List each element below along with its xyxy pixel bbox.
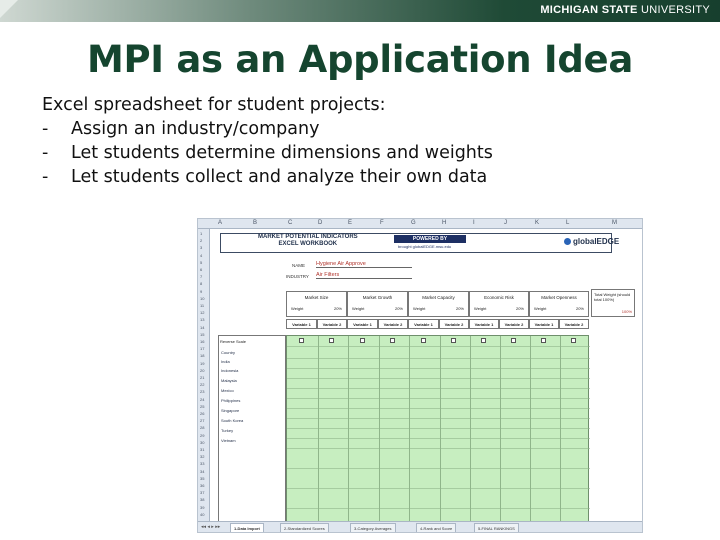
country-name: Malaysia [221, 378, 237, 383]
weight-label: Weight [291, 306, 304, 311]
row-number: 15 [200, 331, 205, 337]
grid-line [287, 448, 590, 449]
corner-decoration [0, 0, 18, 18]
grid-line [287, 378, 590, 379]
row-number: 19 [200, 360, 205, 366]
grid-line [318, 336, 319, 523]
bullet-text: Assign an industry/company [71, 119, 320, 139]
row-number: 21 [200, 375, 205, 380]
reverse-scale-checkbox[interactable] [541, 338, 546, 343]
top-banner [0, 0, 720, 22]
grid-line [287, 488, 590, 489]
row-number: 4 [200, 252, 203, 258]
row-number: 8 [200, 281, 203, 287]
grid-line [530, 336, 531, 523]
reverse-scale-checkbox[interactable] [360, 338, 365, 343]
row-number: 40 [200, 511, 205, 517]
sheet-tab-bar [198, 521, 643, 533]
total-weight-value: 100% [621, 309, 632, 314]
globe-icon [564, 238, 571, 245]
weight-value: 20% [333, 306, 342, 311]
weight-value: 20% [515, 306, 524, 311]
sheet-tab[interactable]: 4-Rank and Score [416, 523, 456, 533]
row-number: 10 [200, 295, 205, 301]
bullet-marker: - [42, 143, 49, 163]
reverse-scale-checkbox[interactable] [571, 338, 576, 343]
country-name: Philippines [221, 398, 241, 403]
country-name: Turkey [221, 428, 234, 433]
row-number: 31 [200, 447, 205, 452]
grid-line [287, 368, 590, 369]
row-header-column [198, 229, 210, 521]
row-number: 20 [200, 367, 205, 373]
sheet-tab[interactable]: 2-Standardized Scores [280, 523, 329, 533]
reverse-scale-checkbox[interactable] [421, 338, 426, 343]
row-number: 24 [200, 396, 205, 402]
grid-line [287, 508, 590, 509]
workbook-title [258, 234, 358, 248]
grid-line [379, 336, 380, 523]
variable-header: Variable 2 [378, 319, 408, 329]
row-number: 23 [200, 389, 205, 395]
column-letter: M [612, 220, 617, 226]
column-letter: L [566, 220, 570, 226]
column-letter: J [504, 220, 507, 226]
row-number: 1 [200, 231, 203, 236]
row-number: 26 [200, 411, 205, 416]
grid-line [500, 336, 501, 523]
row-number: 27 [200, 418, 205, 424]
row-number: 28 [200, 425, 205, 431]
sheet-tab[interactable]: 5-FINAL RANKINGS [474, 523, 519, 533]
row-number: 34 [200, 468, 205, 474]
row-number: 9 [200, 288, 203, 294]
variable-header: Variable 1 [286, 319, 317, 329]
dimension-cell [286, 291, 347, 317]
row-number: 13 [200, 317, 205, 323]
grid-line [287, 408, 590, 409]
row-number: 22 [200, 382, 205, 388]
grid-line [287, 398, 590, 399]
reverse-scale-checkbox[interactable] [299, 338, 304, 343]
sheet-nav-arrows-icon[interactable]: ◂◂ ◂ ▸ ▸▸ [201, 524, 221, 530]
row-number: 29 [200, 432, 205, 438]
grid-line [287, 388, 590, 389]
dimension-cell [529, 291, 589, 317]
total-weight-box [591, 289, 635, 317]
logo-text: globalEDGE [573, 237, 620, 246]
dimension-name: Market Size [304, 295, 329, 300]
row-number: 37 [200, 490, 205, 496]
country-name: South Korea [221, 418, 244, 423]
column-letter: K [535, 220, 540, 226]
industry-value: Air Filters [316, 272, 412, 279]
country-header: Country [221, 350, 236, 355]
country-name: Indonesia [221, 368, 239, 373]
row-number: 16 [200, 339, 205, 344]
column-letter: G [411, 220, 416, 226]
column-letter: B [253, 220, 258, 226]
dimension-name: Market Capacity [422, 295, 455, 300]
dimension-name: Market Growth [362, 295, 393, 300]
weight-label: Weight [474, 306, 487, 311]
variable-header: Variable 2 [559, 319, 589, 329]
grid-line [287, 428, 590, 429]
row-number: 3 [200, 245, 203, 251]
powered-by-badge: POWERED BY [394, 235, 466, 243]
data-entry-area [286, 335, 589, 522]
country-list [218, 335, 286, 522]
grid-line [470, 336, 471, 523]
row-number: 30 [200, 439, 205, 445]
column-letter: F [380, 220, 384, 226]
slide-body [42, 93, 702, 189]
grid-line [348, 336, 349, 523]
globaledge-logo [564, 237, 619, 246]
reverse-scale-label: Reverse Scale [220, 339, 247, 344]
workbook-title-line2: EXCEL WORKBOOK [278, 241, 338, 247]
weight-label: Weight [413, 306, 426, 311]
dimension-cell [347, 291, 408, 317]
reverse-scale-checkbox[interactable] [451, 338, 456, 343]
weight-value: 20% [455, 306, 464, 311]
bullet-item [42, 165, 702, 189]
variable-header: Variable 2 [499, 319, 529, 329]
reverse-scale-checkbox[interactable] [511, 338, 516, 343]
grid-line [440, 336, 441, 523]
country-name: Singapore [221, 408, 240, 413]
column-letter: C [288, 220, 293, 226]
grid-line [409, 336, 410, 523]
row-number: 36 [200, 483, 205, 488]
spreadsheet-screenshot [197, 218, 643, 533]
country-name: Vietnam [221, 438, 236, 443]
weight-value: 20% [575, 306, 584, 311]
bullet-text: Let students collect and analyze their own data [71, 167, 488, 187]
variable-header: Variable 1 [469, 319, 499, 329]
intro-line: Excel spreadsheet for student projects: [42, 95, 386, 115]
powered-by-url: brought globalEDGE.msu.edu [398, 244, 452, 249]
bullet-marker: - [42, 119, 49, 139]
column-header-row [198, 219, 643, 229]
row-number: 5 [200, 259, 203, 265]
reverse-scale-checkbox[interactable] [390, 338, 395, 343]
grid-line [287, 438, 590, 439]
total-weight-label: Total Weight (should total 100%) [594, 292, 631, 302]
column-letter: H [442, 220, 447, 226]
bullet-marker: - [42, 167, 49, 187]
name-label: NAME [292, 263, 306, 268]
dimension-name: Market Openness [541, 295, 577, 300]
row-number: 11 [200, 303, 205, 308]
university-name-bold: MICHIGAN STATE [540, 4, 638, 16]
row-number: 6 [200, 267, 203, 272]
grid-line [287, 418, 590, 419]
column-letter: E [348, 220, 353, 226]
dimension-cell [469, 291, 529, 317]
column-letter: A [218, 220, 223, 226]
weight-value: 20% [394, 306, 403, 311]
dimension-row [286, 291, 589, 317]
column-letter: D [318, 220, 323, 226]
grid-line [560, 336, 561, 523]
row-number: 32 [200, 454, 205, 460]
variable-header: Variable 2 [317, 319, 347, 329]
row-number: 17 [200, 346, 205, 352]
industry-label: INDUSTRY [286, 274, 309, 279]
column-letter: I [473, 220, 475, 226]
university-wordmark [540, 4, 710, 16]
variable-header-row [286, 319, 589, 329]
row-number: 7 [200, 274, 203, 280]
dimension-name: Economic Risk [484, 295, 514, 300]
reverse-scale-checkbox[interactable] [481, 338, 486, 343]
country-name: India [221, 359, 230, 364]
grid-line [287, 346, 590, 347]
workbook-title-line1: MARKET POTENTIAL INDICATORS [258, 234, 358, 240]
row-number: 12 [200, 310, 205, 316]
bullet-text: Let students determine dimensions and weights [71, 143, 493, 163]
weight-label: Weight [352, 306, 365, 311]
row-number: 18 [200, 353, 205, 359]
row-number: 35 [200, 475, 205, 481]
row-number: 33 [200, 461, 205, 467]
sheet-tab[interactable]: 3-Category Averages [350, 523, 396, 533]
dimension-cell [408, 291, 469, 317]
row-number: 25 [200, 403, 205, 409]
bullet-item [42, 117, 702, 141]
row-number: 14 [200, 324, 205, 330]
grid-line [287, 358, 590, 359]
row-number: 38 [200, 497, 205, 503]
row-number: 2 [200, 238, 203, 244]
variable-header: Variable 1 [529, 319, 559, 329]
sheet-tab[interactable]: 1-Data Import [230, 523, 264, 533]
grid-line [287, 468, 590, 469]
country-name: Mexico [221, 388, 234, 393]
row-number: 39 [200, 504, 205, 510]
variable-header: Variable 1 [347, 319, 378, 329]
university-name-light: UNIVERSITY [640, 4, 710, 16]
variable-header: Variable 1 [408, 319, 439, 329]
slide-title: MPI as an Application Idea [86, 38, 634, 81]
bullet-item [42, 141, 702, 165]
variable-header: Variable 2 [439, 319, 469, 329]
reverse-scale-checkbox[interactable] [329, 338, 334, 343]
name-value: Hygiene Air Approve [316, 261, 412, 268]
weight-label: Weight [534, 306, 547, 311]
